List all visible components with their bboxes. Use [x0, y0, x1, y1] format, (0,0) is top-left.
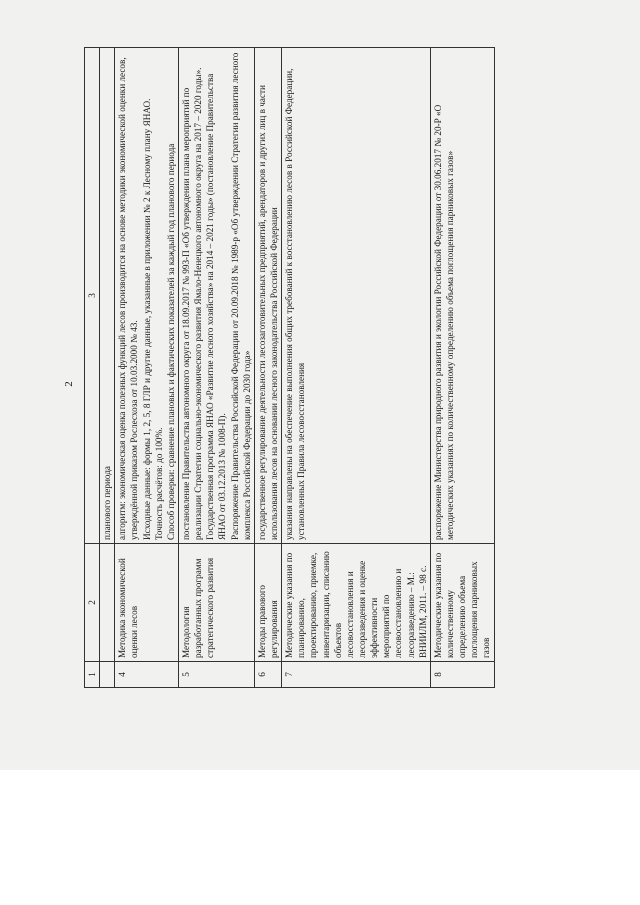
column-header: 3: [85, 48, 100, 544]
method-name: Методические указания по планированию, проектированию, приемке, инвентаризации, списанию объектов лесовосстановления и лесоразведения и оценке эффективности мероприятий по лесовосстановлению и лесоразведению – М.: ВНИИЛМ, 2011. – 98 с.: [282, 544, 431, 662]
column-header: 2: [85, 544, 100, 662]
table-row: [100, 48, 115, 688]
description-paragraph: указания направлены на обеспечение выполнения общих требований к восстановлению лесов в Российской Федерации, установленных Правила лесовосстановления: [284, 68, 307, 540]
row-number: 6: [254, 662, 281, 688]
method-name: Методология разработанных программ стратегического развития: [178, 544, 254, 662]
description-paragraph: планового периода: [102, 466, 113, 540]
description-paragraph: постановление Правительства автономного округа от 18.09.2017 № 993-П «Об утверждении плана мероприятий по реализации Стратегии социально-экономического развития Ямало-Ненецкого автономного округа на 2017 – 2020 годы».: [180, 67, 204, 540]
table-row: [254, 48, 281, 688]
method-description: [282, 48, 431, 544]
method-description: [178, 48, 254, 544]
description-paragraph: Исходные данные: формы 1, 2, 5, 8 ГЛР и другие данные, указанные в приложении № 2 к Лесному плану ЯНАО.: [141, 98, 152, 540]
page-number: 2: [62, 381, 75, 387]
table-row: [178, 48, 254, 688]
table-row: [430, 48, 494, 688]
table-header-row: [85, 48, 100, 688]
row-number: [100, 662, 115, 688]
method-name: [100, 544, 115, 662]
method-description: [254, 48, 281, 544]
methods-table-container: [84, 48, 544, 688]
method-name: Методические указания по количественному определению объема поглощения парниковых газов: [430, 544, 494, 662]
methods-table: [84, 47, 495, 688]
row-number: 5: [178, 662, 254, 688]
description-paragraph: Точность расчётов: до 100%.: [153, 427, 164, 540]
description-paragraph: государственное регулирование деятельности лесозаготовительных предприятий, арендаторов и других лиц в части использования лесов на основании лесного законодательства Российской Федерации: [256, 85, 279, 540]
method-description: [430, 48, 494, 544]
method-name: Методика экономической оценки лесов: [115, 544, 179, 662]
table-row: [282, 48, 431, 688]
description-paragraph: Способ проверки: сравнение плановых и фактических показателей за каждый год планового периода: [165, 143, 176, 540]
description-paragraph: распоряжение Министерства природного развития и экологии Российской Федерации от 30.06.2017 № 20-Р «О методических указаниях по количественному определению объема поглощения парниковых газов»: [432, 104, 455, 540]
description-paragraph: Распоряжение Правительства Российской Федерации от 20.09.2018 № 1989-р «Об утверждении Стратегии развития лесного комплекса Российской Федерации до 2030 года»: [229, 52, 252, 540]
table-row: [115, 48, 179, 688]
description-paragraph: алгоритм: экономическая оценка полезных функций лесов производится на основе методики экономической оценки лесов, утверждённой приказом Рослесхоза от 10.03.2000 № 43.: [117, 57, 140, 540]
method-name: Методы правового регулирования: [254, 544, 281, 662]
description-paragraph: Государственная программа ЯНАО «Развитие лесного хозяйства» на 2014 – 2021 годы» (постановление Правительства ЯНАО от 03.12.2013 № 1008-П).: [205, 73, 228, 540]
row-number: 4: [115, 662, 179, 688]
method-description: [100, 48, 115, 544]
method-description: [115, 48, 179, 544]
column-header: 1: [85, 662, 100, 688]
row-number: 7: [282, 662, 431, 688]
row-number: 8: [430, 662, 494, 688]
